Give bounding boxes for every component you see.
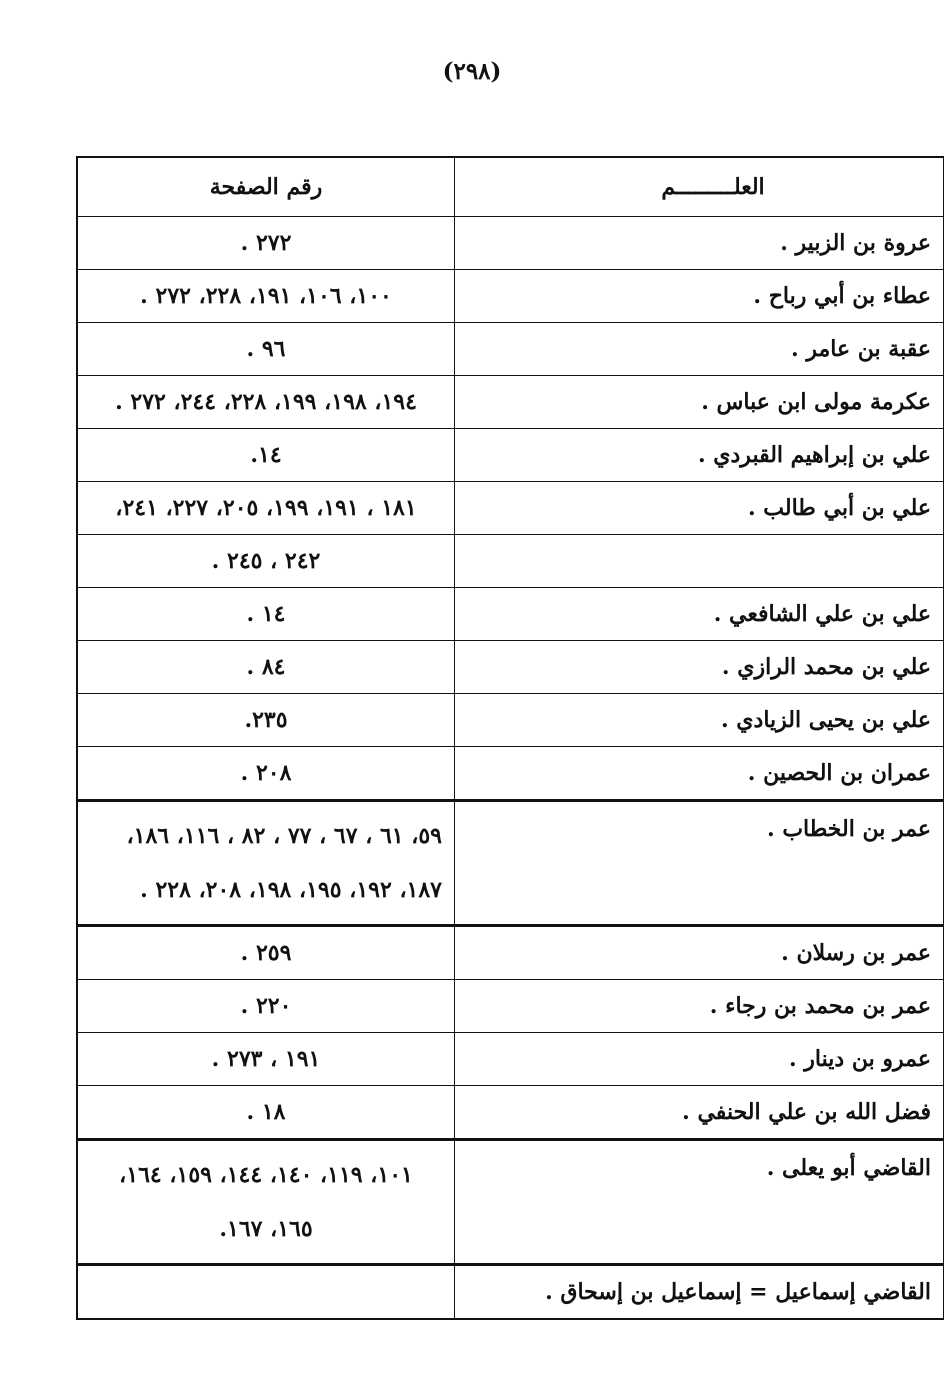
table-row xyxy=(77,217,944,270)
row-name: عروة بن الزبير . xyxy=(455,217,944,270)
row-pages: ٨٤ . xyxy=(77,641,455,694)
row-pages-line-1: ٥٩، ٦١ ، ٦٧ ، ٧٧ ، ٨٢ ، ١١٦، ١٨٦، xyxy=(126,823,442,849)
row-pages-line-1: ١٠١، ١١٩، ١٤٠، ١٤٤، ١٥٩، ١٦٤، xyxy=(119,1162,413,1188)
table-header-row xyxy=(77,157,944,217)
table-row xyxy=(77,747,944,801)
table-row xyxy=(77,1033,944,1086)
table-row xyxy=(77,323,944,376)
row-name: علي بن يحيى الزيادي . xyxy=(455,694,944,747)
page-number: (٢٩٨) xyxy=(442,58,502,85)
row-pages: ١٩١ ، ٢٧٣ . xyxy=(77,1033,455,1086)
row-name xyxy=(455,535,944,588)
row-name: القاضي أبو يعلى . xyxy=(455,1140,944,1265)
index-table xyxy=(76,156,944,1320)
row-name: علي بن إبراهيم القبردي . xyxy=(455,429,944,482)
row-name: فضل الله بن علي الحنفي . xyxy=(455,1086,944,1140)
row-name: عمر بن محمد بن رجاء . xyxy=(455,980,944,1033)
row-pages-line-2: ١٨٧، ١٩٢، ١٩٥، ١٩٨، ٢٠٨، ٢٢٨ . xyxy=(140,877,442,903)
row-pages: ١٤ . xyxy=(77,588,455,641)
table-row xyxy=(77,376,944,429)
row-name: عمرو بن دينار . xyxy=(455,1033,944,1086)
table-row xyxy=(77,980,944,1033)
row-name: علي بن محمد الرازي . xyxy=(455,641,944,694)
row-pages xyxy=(77,1265,455,1320)
row-pages: ٢٥٩ . xyxy=(77,926,455,980)
row-pages: ٢٠٨ . xyxy=(77,747,455,801)
row-pages: ١٨ . xyxy=(77,1086,455,1140)
table-row xyxy=(77,1140,944,1265)
row-name: عقبة بن عامر . xyxy=(455,323,944,376)
table-row xyxy=(77,588,944,641)
header-pages: رقم الصفحة xyxy=(77,157,455,217)
table-row xyxy=(77,926,944,980)
row-name: عمران بن الحصين . xyxy=(455,747,944,801)
header-name: العلـــــــــم xyxy=(455,157,944,217)
row-name: عمر بن رسلان . xyxy=(455,926,944,980)
table-row xyxy=(77,1265,944,1320)
row-pages: ٩٦ . xyxy=(77,323,455,376)
row-pages xyxy=(77,1140,455,1265)
row-name: علي بن علي الشافعي . xyxy=(455,588,944,641)
table-row xyxy=(77,694,944,747)
table-row xyxy=(77,429,944,482)
row-pages xyxy=(77,801,455,926)
row-pages: ٢٢٠ . xyxy=(77,980,455,1033)
row-pages: ١٤. xyxy=(77,429,455,482)
table-row xyxy=(77,482,944,535)
row-pages-line-2: ١٦٥، ١٦٧. xyxy=(219,1216,313,1242)
table-row xyxy=(77,801,944,926)
table-row xyxy=(77,1086,944,1140)
table-row xyxy=(77,270,944,323)
row-pages: ١٠٠، ١٠٦، ١٩١، ٢٢٨، ٢٧٢ . xyxy=(77,270,455,323)
table-row xyxy=(77,535,944,588)
row-pages: ٢٤٢ ، ٢٤٥ . xyxy=(77,535,455,588)
row-pages: ٢٣٥. xyxy=(77,694,455,747)
row-name: القاضي إسماعيل = إسماعيل بن إسحاق . xyxy=(455,1265,944,1320)
row-pages: ١٩٤، ١٩٨، ١٩٩، ٢٢٨، ٢٤٤، ٢٧٢ . xyxy=(77,376,455,429)
row-pages: ١٨١ ، ١٩١، ١٩٩، ٢٠٥، ٢٢٧، ٢٤١، xyxy=(77,482,455,535)
row-name: عمر بن الخطاب . xyxy=(455,801,944,926)
table-row xyxy=(77,641,944,694)
row-name: عطاء بن أبي رباح . xyxy=(455,270,944,323)
row-name: عكرمة مولى ابن عباس . xyxy=(455,376,944,429)
row-pages: ٢٧٢ . xyxy=(77,217,455,270)
row-name: علي بن أبي طالب . xyxy=(455,482,944,535)
